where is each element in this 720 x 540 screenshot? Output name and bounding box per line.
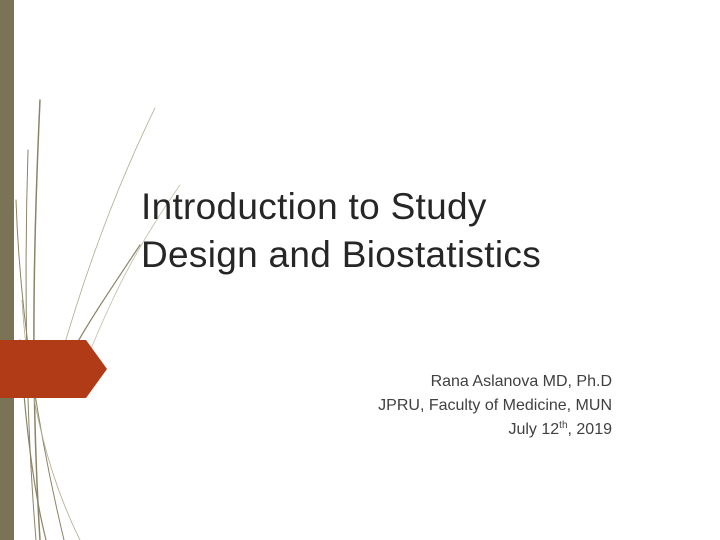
presentation-date: [378, 418, 612, 442]
affiliation: JPRU, Faculty of Medicine, MUN: [378, 397, 612, 414]
title-line-2: Design and Biostatistics: [141, 234, 541, 275]
date-prefix: July 12: [508, 421, 560, 438]
slide-subtitle: [378, 370, 612, 442]
slide-title: [141, 183, 701, 279]
date-year: , 2019: [567, 421, 612, 438]
date-ordinal-suffix: th: [559, 420, 568, 431]
title-line-1: Introduction to Study: [141, 186, 487, 227]
author-name: Rana Aslanova MD, Ph.D: [430, 373, 612, 390]
